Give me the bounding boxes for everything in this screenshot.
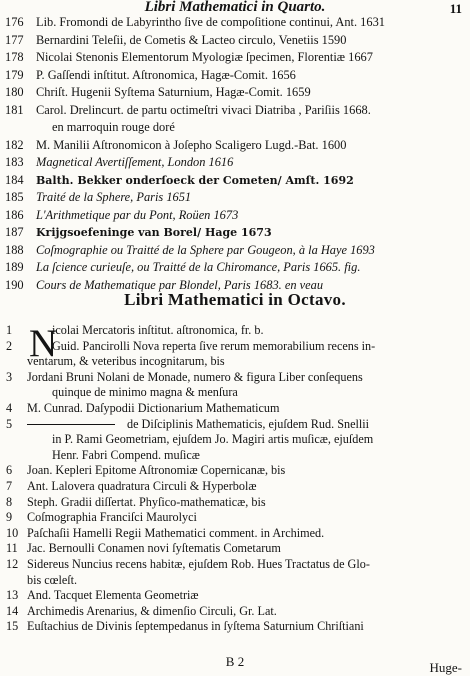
entry-number: 6 xyxy=(6,463,13,478)
signature-mark: B 2 xyxy=(225,654,245,669)
entry-number: 2 xyxy=(6,338,13,353)
quarto-list xyxy=(0,14,470,294)
entry-text: Balth. Bekker onderſoeck der Cometen/ Amſt. 1692 xyxy=(36,173,354,187)
entry-text: Krijgsoefeninge van Borel/ Hage 1673 xyxy=(36,226,272,239)
entry-text: in P. Rami Geometriam, ejuſdem Jo. Magiri artis muſicæ, ejuſdem xyxy=(52,432,374,447)
octavo-heading: Libri Mathematici in Octavo. xyxy=(124,290,346,309)
entry-number: 188 xyxy=(5,242,24,257)
entry-text: en marroquin rouge doré xyxy=(52,120,175,134)
list-item xyxy=(0,32,470,50)
list-item xyxy=(0,573,470,589)
entry-text: Magnetical Avertiſſement, London 1616 xyxy=(36,155,234,169)
entry-text: Chriſt. Hugenii Syſtema Saturnium, Hagæ-Comit. 1659 xyxy=(36,85,311,99)
entry-text: La ſcience curieuſe, ou Traitté de la Chiromance, Paris 1665. fig. xyxy=(36,260,361,274)
entry-number: 4 xyxy=(6,400,13,415)
entry-text: Carol. Drelincurt. de partu octimeſtri vivaci Diatriba , Pariſiis 1668. xyxy=(36,102,371,117)
entry-text: Steph. Gradii diſſertat. Phyſico-mathematicæ, bis xyxy=(27,494,266,509)
list-item xyxy=(0,119,470,137)
entry-text: Cours de Mathematique par Blondel, Paris 1683. en veau xyxy=(36,277,324,292)
entry-number: 3 xyxy=(6,369,13,384)
list-item xyxy=(0,604,470,620)
list-item xyxy=(0,385,470,401)
octavo-list xyxy=(0,323,470,635)
entry-text-content: de Diſciplinis Mathematicis, ejuſdem Rud. Snellii xyxy=(127,416,370,431)
entry-text: Guid. Pancirolli Nova reperta ſive rerum memorabilium recens in- xyxy=(52,338,376,353)
list-item xyxy=(0,84,470,102)
list-item xyxy=(0,259,470,277)
list-item xyxy=(0,67,470,85)
entry-text: M. Manilii Aſtronomicon à Joſepho Scaligero Lugd.-Bat. 1600 xyxy=(36,137,347,152)
entry-text: P. Gaſſendi inſtitut. Aſtronomica, Hagæ-Comit. 1656 xyxy=(36,67,296,82)
entry-text: Jac. Bernoulli Conamen novi ſyſtematis Cometarum xyxy=(27,541,281,556)
entry-number: 10 xyxy=(6,525,19,540)
entry-text xyxy=(27,417,467,433)
list-item xyxy=(0,463,470,479)
list-item xyxy=(0,588,470,604)
entry-number: 8 xyxy=(6,494,13,509)
entry-number: 185 xyxy=(5,190,24,204)
entry-text: Nicolai Stenonis Elementorum Myologiæ ſpecimen, Florentiæ 1667 xyxy=(36,50,373,64)
entry-text: Jordani Bruni Nolani de Monade, numero & figura Liber conſequens xyxy=(27,369,363,384)
list-item xyxy=(0,242,470,260)
entry-text: Henr. Fabri Compend. muſicæ xyxy=(52,447,200,462)
list-item xyxy=(0,14,470,32)
entry-text: Lib. Fromondi de Labyrintho ſive de compoſitione continui, Ant. 1631 xyxy=(36,15,385,29)
list-item xyxy=(0,432,470,448)
entry-text: Euſtachius de Divinis ſeptempedanus in ſyſtema Saturnium Chriſtiani xyxy=(27,619,364,634)
list-item xyxy=(0,172,470,190)
entry-text: Archimedis Arenarius, & dimenſio Circuli, Gr. Lat. xyxy=(27,603,277,618)
entry-number: 176 xyxy=(5,15,24,29)
entry-number: 9 xyxy=(6,510,13,525)
entry-number: 11 xyxy=(6,541,18,556)
list-item xyxy=(0,448,470,464)
list-item xyxy=(0,137,470,155)
entry-number: 186 xyxy=(5,207,24,222)
list-item xyxy=(0,526,470,542)
running-head-title: Libri Mathematici in Quarto. xyxy=(144,0,326,15)
entry-text: Ant. Lalovera quadratura Circuli & Hyperbolæ xyxy=(27,478,257,493)
list-item xyxy=(0,49,470,67)
list-item xyxy=(0,510,470,526)
drop-cap: N xyxy=(29,322,58,365)
entry-text: Traité de la Sphere, Paris 1651 xyxy=(36,190,192,204)
list-item xyxy=(0,189,470,207)
entry-text: Coſmographie ou Traitté de la Sphere par Gougeon, à la Haye 1693 xyxy=(36,242,375,257)
entry-text: bis cœleſt. xyxy=(27,572,78,587)
entry-text: quinque de minimo magna & menſura xyxy=(52,385,238,400)
entry-number: 1 xyxy=(6,323,13,337)
entry-number: 178 xyxy=(5,50,24,64)
entry-number: 12 xyxy=(6,556,19,571)
entry-text: And. Tacquet Elementa Geometriæ xyxy=(27,588,199,603)
list-item xyxy=(0,207,470,225)
list-item xyxy=(0,224,470,242)
page-number: 11 xyxy=(449,1,462,16)
list-item xyxy=(0,479,470,495)
list-item xyxy=(0,619,470,635)
entry-text: Paſchaſii Hamelli Regii Mathematici comment. in Archimed. xyxy=(27,525,325,540)
entry-number: 182 xyxy=(5,137,24,152)
entry-text: Bernardini Teleſii, de Cometis & Lacteo circulo, Venetiis 1590 xyxy=(36,32,347,47)
entry-number: 183 xyxy=(5,155,24,169)
entry-text: icolai Mercatoris inſtitut. aſtronomica, fr. b. xyxy=(52,323,264,337)
entry-number: 184 xyxy=(5,172,24,187)
entry-text: ventarum, & veteribus incognitarum, bis xyxy=(27,354,225,369)
list-item xyxy=(0,370,470,386)
list-item xyxy=(0,339,470,355)
ditto-dash xyxy=(27,424,115,425)
entry-number: 180 xyxy=(5,85,24,99)
list-item xyxy=(0,354,470,370)
entry-number: 14 xyxy=(6,603,19,618)
entry-number: 177 xyxy=(5,32,24,47)
list-item xyxy=(0,495,470,511)
entry-number: 15 xyxy=(6,619,19,634)
entry-number: 7 xyxy=(6,478,13,493)
list-item xyxy=(0,102,470,120)
entry-number: 189 xyxy=(5,260,24,274)
entry-text: Joan. Kepleri Epitome Aſtronomiæ Copernicanæ, bis xyxy=(27,463,286,478)
catchword: Huge- xyxy=(429,660,462,675)
list-item xyxy=(0,541,470,557)
entry-number: 5 xyxy=(6,416,13,431)
list-item xyxy=(0,154,470,172)
list-item xyxy=(0,323,470,339)
list-item xyxy=(0,557,470,573)
entry-text: M. Cunrad. Daſypodii Dictionarium Mathematicum xyxy=(27,400,280,415)
entry-number: 190 xyxy=(5,277,24,292)
entry-text: Sidereus Nuncius recens habitæ, ejuſdem Rob. Hues Tractatus de Glo- xyxy=(27,556,370,571)
entry-number: 13 xyxy=(6,588,19,603)
entry-number: 187 xyxy=(5,225,24,239)
entry-text: Coſmographia Franciſci Maurolyci xyxy=(27,510,197,525)
entry-number: 181 xyxy=(5,102,24,117)
list-item xyxy=(0,417,470,433)
entry-text: L'Arithmetique par du Pont, Roüen 1673 xyxy=(36,207,239,222)
entry-number: 179 xyxy=(5,67,24,82)
list-item xyxy=(0,401,470,417)
